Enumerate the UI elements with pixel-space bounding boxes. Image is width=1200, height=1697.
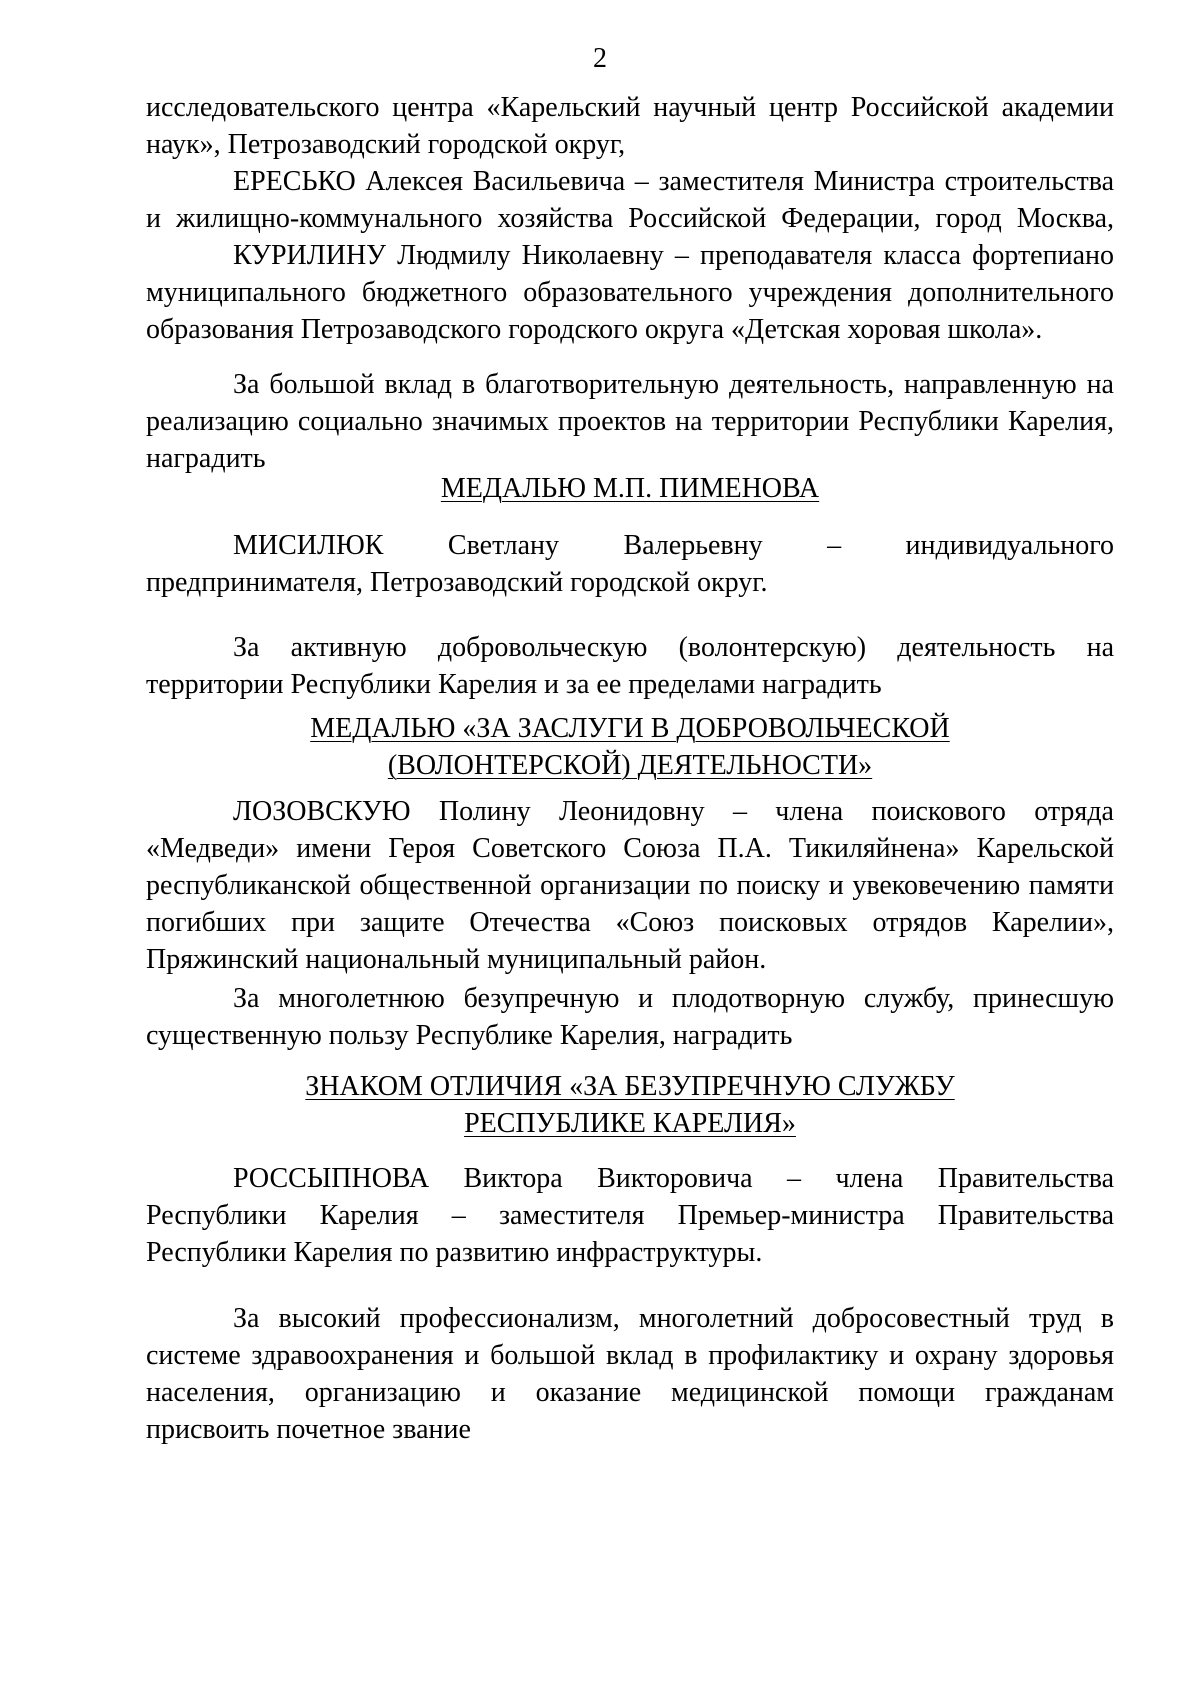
award-heading-line: ЗНАКОМ ОТЛИЧИЯ «ЗА БЕЗУПРЕЧНУЮ СЛУЖБУ bbox=[305, 1071, 955, 1102]
text-line: За большой вклад в благотворительную деятельность, направленную на bbox=[233, 369, 1114, 400]
volunteer-paragraph bbox=[146, 629, 1114, 703]
text-line: РОССЫПНОВА Виктора Викторовича – члена Правительства bbox=[233, 1163, 1114, 1194]
text-line: исследовательского центра «Карельский научный центр Российской академии bbox=[146, 92, 1114, 123]
text-line: республиканской общественной организации по поиску и увековечению памяти bbox=[146, 870, 1114, 901]
award-heading-line: МЕДАЛЬЮ «ЗА ЗАСЛУГИ В ДОБРОВОЛЬЧЕСКОЙ bbox=[310, 713, 950, 744]
award-heading-volunteer bbox=[146, 710, 1114, 784]
text-line: образования Петрозаводского городского округа «Детская хоровая школа». bbox=[146, 314, 1043, 345]
award-heading-line: МЕДАЛЬЮ М.П. ПИМЕНОВА bbox=[440, 473, 820, 504]
text-line: Республики Карелия по развитию инфраструктуры. bbox=[146, 1237, 763, 1268]
text-line: территории Республики Карелия и за ее пределами наградить bbox=[146, 669, 882, 700]
text-line: Республики Карелия – заместителя Премьер-министра Правительства bbox=[146, 1200, 1114, 1231]
charity-paragraph bbox=[146, 366, 1114, 477]
text-line: наградить bbox=[146, 443, 266, 474]
text-line: МИСИЛЮК Светлану Валерьевну – индивидуального bbox=[233, 530, 1114, 561]
text-line: За активную добровольческую (волонтерскую) деятельность на bbox=[233, 632, 1114, 663]
text-line: ЕРЕСЬКО Алексея Васильевича – заместителя Министра строительства bbox=[233, 166, 1114, 197]
text-line: «Медведи» имени Героя Советского Союза П.А. Тикиляйнена» Карельской bbox=[146, 833, 1114, 864]
text-line: ЛОЗОВСКУЮ Полину Леонидовну – члена поискового отряда bbox=[233, 796, 1114, 827]
text-line: реализацию социально значимых проектов на территории Республики Карелия, bbox=[146, 406, 1114, 437]
text-line: системе здравоохранения и большой вклад в профилактику и охрану здоровья bbox=[146, 1340, 1114, 1371]
award-heading-pimenov bbox=[146, 470, 1114, 507]
text-line: существенную пользу Республике Карелия, наградить bbox=[146, 1020, 793, 1051]
award-heading-service bbox=[146, 1068, 1114, 1142]
text-line: Пряжинский национальный муниципальный район. bbox=[146, 944, 767, 975]
text-line: наук», Петрозаводский городской округ, bbox=[146, 129, 626, 160]
text-line: присвоить почетное звание bbox=[146, 1414, 471, 1445]
nominee-lozovskaya bbox=[146, 793, 1114, 978]
award-heading-line: РЕСПУБЛИКЕ КАРЕЛИЯ» bbox=[464, 1108, 796, 1139]
text-line: населения, организацию и оказание медицинской помощи гражданам bbox=[146, 1377, 1114, 1408]
text-line: КУРИЛИНУ Людмилу Николаевну – преподавателя класса фортепиано bbox=[233, 240, 1114, 271]
text-line: и жилищно-коммунального хозяйства Российской Федерации, город Москва, bbox=[146, 203, 1114, 234]
nominee-rossypnov bbox=[146, 1160, 1114, 1271]
nominee-misilyuk bbox=[146, 527, 1114, 601]
text-line: предпринимателя, Петрозаводский городской округ. bbox=[146, 567, 768, 598]
text-line: За многолетнюю безупречную и плодотворную службу, принесшую bbox=[233, 983, 1114, 1014]
healthcare-paragraph bbox=[146, 1300, 1114, 1448]
page-number: 2 bbox=[593, 43, 607, 74]
text-line: муниципального бюджетного образовательного учреждения дополнительного bbox=[146, 277, 1114, 308]
service-paragraph bbox=[146, 980, 1114, 1054]
nominee-list-continuation bbox=[146, 89, 1114, 348]
award-heading-line: (ВОЛОНТЕРСКОЙ) ДЕЯТЕЛЬНОСТИ» bbox=[387, 750, 873, 781]
text-line: погибших при защите Отечества «Союз поисковых отрядов Карелии», bbox=[146, 907, 1114, 938]
text-line: За высокий профессионализм, многолетний добросовестный труд в bbox=[233, 1303, 1114, 1334]
